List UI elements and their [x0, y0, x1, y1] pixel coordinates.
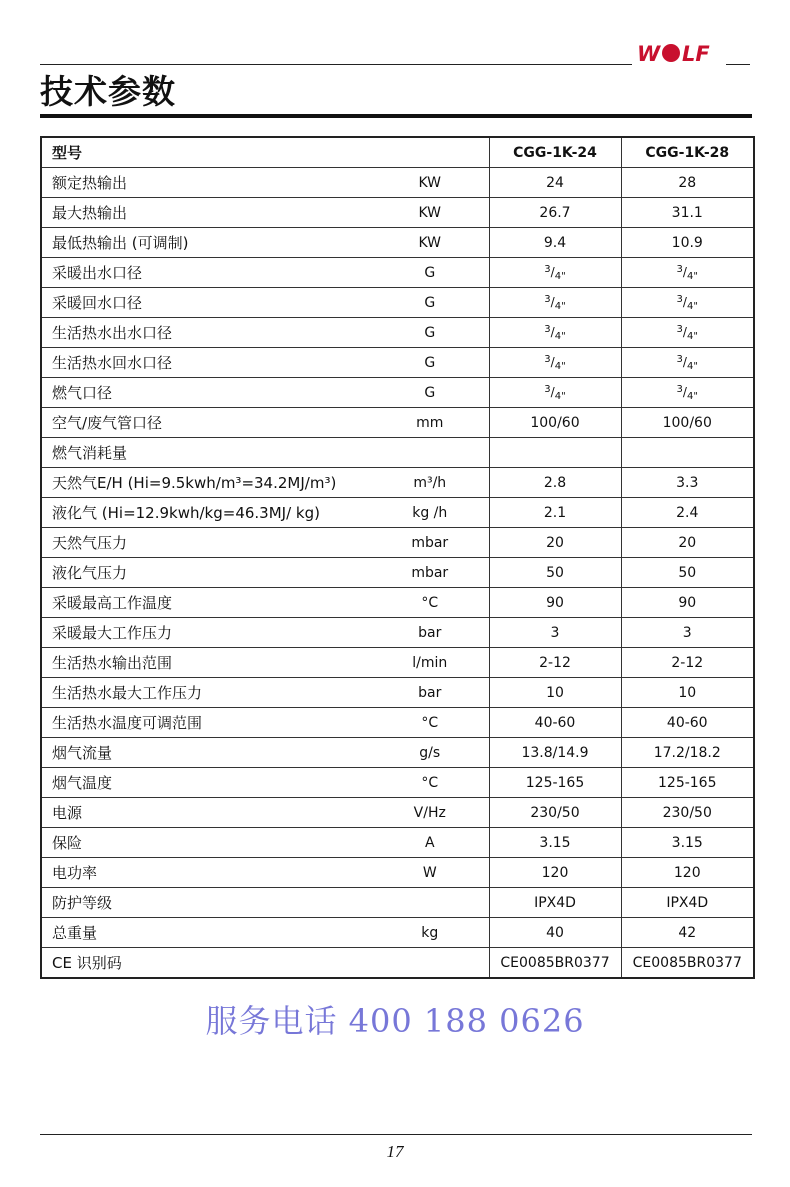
value-cell-cgg-1k-28	[621, 348, 754, 378]
unit-cell: g/s	[371, 738, 489, 768]
value-cell-cgg-1k-24	[489, 288, 621, 318]
value-cell-cgg-1k-24: 2.1	[489, 498, 621, 528]
unit-cell: A	[371, 828, 489, 858]
value-cell-cgg-1k-24: 3.15	[489, 828, 621, 858]
unit-cell	[371, 948, 489, 979]
value-cell-cgg-1k-24	[489, 438, 621, 468]
table-row	[41, 228, 754, 258]
unit-cell: °C	[371, 588, 489, 618]
unit-cell: G	[371, 288, 489, 318]
value-cell-cgg-1k-24: 120	[489, 858, 621, 888]
value-cell-cgg-1k-24: CE0085BR0377	[489, 948, 621, 979]
unit-cell: mm	[371, 408, 489, 438]
param-cell: 采暖回水口径	[41, 288, 371, 318]
value-cell-cgg-1k-24: 20	[489, 528, 621, 558]
spec-table	[40, 136, 755, 979]
value-cell-cgg-1k-24	[489, 318, 621, 348]
footer-rule	[40, 1134, 752, 1135]
fraction-value: 3/4"	[544, 293, 566, 312]
value-cell-cgg-1k-28	[621, 318, 754, 348]
value-cell-cgg-1k-24: 100/60	[489, 408, 621, 438]
value-cell-cgg-1k-24: 2.8	[489, 468, 621, 498]
value-cell-cgg-1k-28: 10.9	[621, 228, 754, 258]
table-row	[41, 318, 754, 348]
param-cell: 保险	[41, 828, 371, 858]
value-cell-cgg-1k-28: 50	[621, 558, 754, 588]
page-number: 17	[386, 1142, 404, 1161]
param-cell: 烟气温度	[41, 768, 371, 798]
svg-text:W: W	[637, 42, 661, 65]
value-cell-cgg-1k-28: 3.3	[621, 468, 754, 498]
table-row	[41, 288, 754, 318]
header-cgg-1k-28: CGG-1K-28	[621, 137, 754, 168]
header-rule-left	[40, 64, 632, 65]
value-cell-cgg-1k-24: 10	[489, 678, 621, 708]
param-cell: 最低热输出 (可调制)	[41, 228, 371, 258]
unit-cell: G	[371, 318, 489, 348]
param-cell: 生活热水输出范围	[41, 648, 371, 678]
value-cell-cgg-1k-24: 40	[489, 918, 621, 948]
table-row	[41, 948, 754, 979]
param-cell: 燃气口径	[41, 378, 371, 408]
table-row	[41, 888, 754, 918]
table-row	[41, 408, 754, 438]
unit-cell: mbar	[371, 558, 489, 588]
value-cell-cgg-1k-28	[621, 438, 754, 468]
value-cell-cgg-1k-24	[489, 348, 621, 378]
unit-cell: KW	[371, 228, 489, 258]
value-cell-cgg-1k-24: 40-60	[489, 708, 621, 738]
param-cell: 生活热水出水口径	[41, 318, 371, 348]
value-cell-cgg-1k-24	[489, 378, 621, 408]
unit-cell: bar	[371, 678, 489, 708]
param-cell: 天然气E/H (Hi=9.5kwh/m³=34.2MJ/m³)	[41, 468, 371, 498]
param-cell: 电功率	[41, 858, 371, 888]
wolf-logo	[636, 40, 724, 66]
fraction-value: 3/4"	[544, 323, 566, 342]
table-row	[41, 678, 754, 708]
param-cell: 防护等级	[41, 888, 371, 918]
wolf-logo-icon	[636, 41, 724, 65]
param-cell: 生活热水温度可调范围	[41, 708, 371, 738]
param-cell: 天然气压力	[41, 528, 371, 558]
param-cell: 生活热水最大工作压力	[41, 678, 371, 708]
param-cell: CE 识别码	[41, 948, 371, 979]
value-cell-cgg-1k-28: 3.15	[621, 828, 754, 858]
value-cell-cgg-1k-28: 2-12	[621, 648, 754, 678]
unit-cell: kg /h	[371, 498, 489, 528]
param-cell: 总重量	[41, 918, 371, 948]
value-cell-cgg-1k-28: 20	[621, 528, 754, 558]
table-row	[41, 498, 754, 528]
table-row	[41, 828, 754, 858]
title-underline	[40, 114, 752, 118]
param-cell: 液化气压力	[41, 558, 371, 588]
table-row	[41, 198, 754, 228]
table-row	[41, 648, 754, 678]
value-cell-cgg-1k-28: 90	[621, 588, 754, 618]
table-header-row	[41, 137, 754, 168]
unit-cell: bar	[371, 618, 489, 648]
value-cell-cgg-1k-24: 2-12	[489, 648, 621, 678]
value-cell-cgg-1k-28: 100/60	[621, 408, 754, 438]
value-cell-cgg-1k-24: 13.8/14.9	[489, 738, 621, 768]
value-cell-cgg-1k-28: 230/50	[621, 798, 754, 828]
value-cell-cgg-1k-24: 26.7	[489, 198, 621, 228]
unit-cell: m³/h	[371, 468, 489, 498]
table-row	[41, 798, 754, 828]
value-cell-cgg-1k-24: 230/50	[489, 798, 621, 828]
table-row	[41, 468, 754, 498]
unit-cell: kg	[371, 918, 489, 948]
spec-table-body	[41, 137, 754, 978]
service-hotline: 服务电话 400 188 0626	[205, 1002, 585, 1040]
unit-cell: °C	[371, 768, 489, 798]
unit-cell: G	[371, 378, 489, 408]
unit-cell: W	[371, 858, 489, 888]
table-row	[41, 768, 754, 798]
value-cell-cgg-1k-28: 10	[621, 678, 754, 708]
fraction-value: 3/4"	[676, 263, 698, 282]
value-cell-cgg-1k-24: 24	[489, 168, 621, 198]
value-cell-cgg-1k-28: IPX4D	[621, 888, 754, 918]
table-row	[41, 348, 754, 378]
table-row	[41, 708, 754, 738]
fraction-value: 3/4"	[676, 323, 698, 342]
param-cell: 液化气 (Hi=12.9kwh/kg=46.3MJ/ kg)	[41, 498, 371, 528]
param-cell: 生活热水回水口径	[41, 348, 371, 378]
fraction-value: 3/4"	[544, 263, 566, 282]
unit-cell: V/Hz	[371, 798, 489, 828]
value-cell-cgg-1k-28: 42	[621, 918, 754, 948]
unit-cell: l/min	[371, 648, 489, 678]
value-cell-cgg-1k-28: 28	[621, 168, 754, 198]
unit-cell: °C	[371, 708, 489, 738]
value-cell-cgg-1k-28: 120	[621, 858, 754, 888]
unit-cell: G	[371, 348, 489, 378]
fraction-value: 3/4"	[544, 383, 566, 402]
fraction-value: 3/4"	[544, 353, 566, 372]
table-row	[41, 588, 754, 618]
param-cell: 电源	[41, 798, 371, 828]
value-cell-cgg-1k-24: 90	[489, 588, 621, 618]
value-cell-cgg-1k-28: 17.2/18.2	[621, 738, 754, 768]
value-cell-cgg-1k-28	[621, 288, 754, 318]
unit-cell: G	[371, 258, 489, 288]
param-cell: 最大热输出	[41, 198, 371, 228]
param-cell: 额定热输出	[41, 168, 371, 198]
header-rule-right	[726, 64, 750, 65]
unit-cell	[371, 888, 489, 918]
svg-text:LF: LF	[682, 42, 710, 65]
table-row	[41, 618, 754, 648]
value-cell-cgg-1k-28	[621, 378, 754, 408]
value-cell-cgg-1k-28: 125-165	[621, 768, 754, 798]
unit-cell: mbar	[371, 528, 489, 558]
page-title: 技术参数	[40, 72, 176, 111]
param-cell: 采暖出水口径	[41, 258, 371, 288]
table-row	[41, 258, 754, 288]
table-row	[41, 918, 754, 948]
table-row	[41, 168, 754, 198]
value-cell-cgg-1k-24: 125-165	[489, 768, 621, 798]
fraction-value: 3/4"	[676, 383, 698, 402]
value-cell-cgg-1k-28: 2.4	[621, 498, 754, 528]
value-cell-cgg-1k-28: 31.1	[621, 198, 754, 228]
unit-cell: KW	[371, 168, 489, 198]
value-cell-cgg-1k-24: 9.4	[489, 228, 621, 258]
table-row	[41, 378, 754, 408]
table-row	[41, 438, 754, 468]
param-cell: 空气/废气管口径	[41, 408, 371, 438]
param-cell: 烟气流量	[41, 738, 371, 768]
table-row	[41, 858, 754, 888]
unit-cell: KW	[371, 198, 489, 228]
value-cell-cgg-1k-28	[621, 258, 754, 288]
value-cell-cgg-1k-24: 50	[489, 558, 621, 588]
table-row	[41, 528, 754, 558]
header-unit	[371, 137, 489, 168]
param-cell: 采暖最大工作压力	[41, 618, 371, 648]
unit-cell	[371, 438, 489, 468]
param-cell: 燃气消耗量	[41, 438, 371, 468]
value-cell-cgg-1k-24: 3	[489, 618, 621, 648]
fraction-value: 3/4"	[676, 353, 698, 372]
header-model: 型号	[41, 137, 371, 168]
table-row	[41, 558, 754, 588]
value-cell-cgg-1k-24: IPX4D	[489, 888, 621, 918]
value-cell-cgg-1k-28: 40-60	[621, 708, 754, 738]
fraction-value: 3/4"	[676, 293, 698, 312]
value-cell-cgg-1k-28: 3	[621, 618, 754, 648]
value-cell-cgg-1k-24	[489, 258, 621, 288]
value-cell-cgg-1k-28: CE0085BR0377	[621, 948, 754, 979]
table-row	[41, 738, 754, 768]
header-cgg-1k-24: CGG-1K-24	[489, 137, 621, 168]
param-cell: 采暖最高工作温度	[41, 588, 371, 618]
